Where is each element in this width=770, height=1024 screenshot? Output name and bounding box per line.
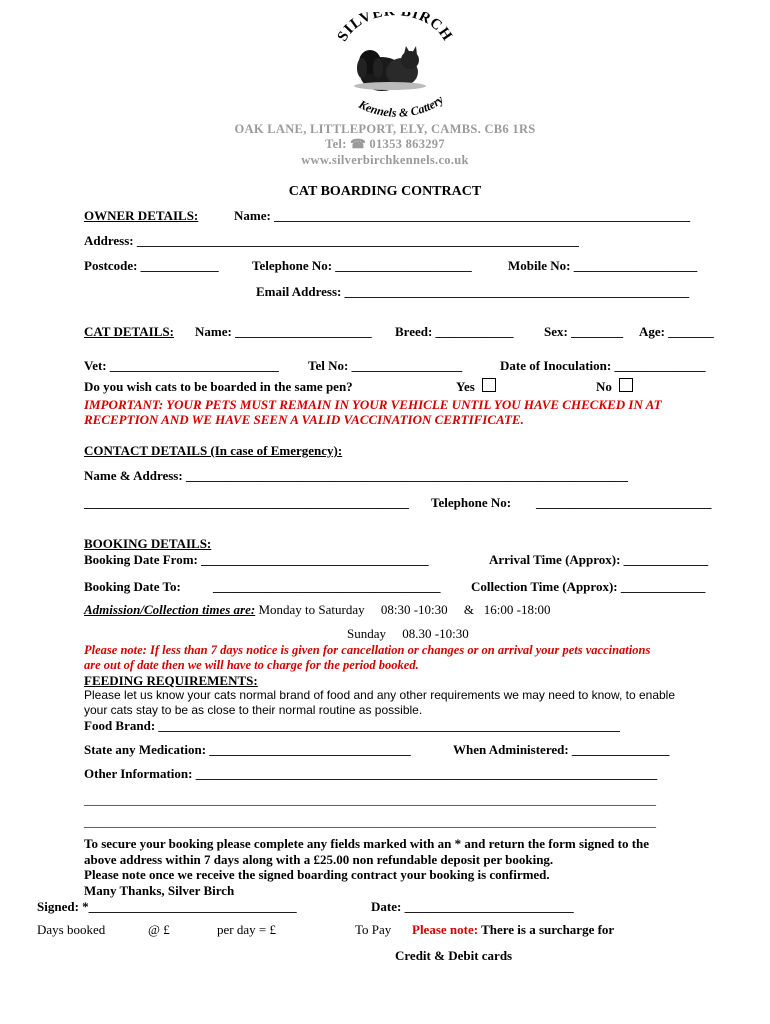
contact-telephone-label: Telephone No: <box>431 495 512 510</box>
booking-to-field[interactable]: ___________________________________ <box>213 579 441 594</box>
owner-postcode-field[interactable]: Postcode: ____________ <box>84 258 219 273</box>
contact-telephone-field[interactable]: ___________________________ <box>536 495 712 510</box>
feeding-heading: FEEDING REQUIREMENTS: <box>84 673 258 688</box>
feeding-text-2: your cats stay to be as close to their normal routine as possible. <box>84 703 423 717</box>
owner-telephone-field[interactable]: Telephone No: _____________________ <box>252 258 472 273</box>
contact-heading: CONTACT DETAILS (In case of Emergency): <box>84 443 343 458</box>
cat-heading: CAT DETAILS: <box>84 324 174 339</box>
cat-breed-field[interactable]: Breed: ____________ <box>395 324 514 339</box>
cat-name-field[interactable]: Name: _____________________ <box>195 324 372 339</box>
surcharge-text: There is a surcharge for <box>481 922 615 937</box>
collection-time-field[interactable]: Collection Time (Approx): _____________ <box>471 579 706 594</box>
signature-date-field[interactable]: Date: __________________________ <box>371 899 574 914</box>
phone-icon: ☎ <box>350 137 366 151</box>
admission-times-label: Admission/Collection times are: <box>84 602 256 617</box>
same-pen-no[interactable] <box>596 378 633 395</box>
inoculation-date-field[interactable]: Date of Inoculation: ______________ <box>500 358 706 373</box>
closing-line-3: Please note once we receive the signed boarding contract your booking is confirmed. <box>84 867 550 882</box>
vet-tel-field[interactable]: Tel No: _________________ <box>308 358 463 373</box>
address-line: OAK LANE, LITTLEPORT, ELY, CAMBS. CB6 1RS <box>234 122 536 136</box>
important-notice-2: RECEPTION AND WE HAVE SEEN A VALID VACCINATION CERTIFICATE. <box>84 412 524 427</box>
logo-brand-top: SILVE BIRCH <box>334 12 456 45</box>
no-label: No <box>596 379 612 394</box>
booking-from-field[interactable]: Booking Date From: ___________________________________ <box>84 552 429 567</box>
closing-line-1: To secure your booking please complete any fields marked with an * and return the form signed to the <box>84 836 650 851</box>
other-info-field[interactable]: Other Information: _______________________________________________________________________ <box>84 766 658 781</box>
arrival-time-field[interactable]: Arrival Time (Approx): _____________ <box>489 552 709 567</box>
telephone-line <box>0 137 770 151</box>
cat-age-field[interactable]: Age: _______ <box>639 324 714 339</box>
surcharge-notice <box>412 923 614 938</box>
closing-line-4: Many Thanks, Silver Birch <box>84 883 235 898</box>
vet-field[interactable]: Vet: __________________________ <box>84 358 279 373</box>
important-notice-1: IMPORTANT: YOUR PETS MUST REMAIN IN YOUR VEHICLE UNTIL YOU HAVE CHECKED IN AT <box>84 397 662 412</box>
no-checkbox[interactable] <box>619 378 633 392</box>
owner-address-field[interactable]: Address: ____________________________________________________________________ <box>84 233 579 248</box>
same-pen-yes[interactable] <box>456 378 496 395</box>
signature-field[interactable]: Signed: *________________________________ <box>37 899 297 914</box>
tel-label: Tel: <box>325 137 347 151</box>
contact-name-address-field[interactable]: Name & Address: ____________________________________________________________________ <box>84 468 628 483</box>
svg-text:Kennels & Cattery <box>356 92 447 120</box>
food-brand-field[interactable]: Food Brand: _______________________________________________________________________ <box>84 718 620 733</box>
at-pound-label: @ £ <box>148 922 170 937</box>
cancellation-notice-2: are out of date then we will have to charge for the period booked. <box>84 658 419 672</box>
cancellation-notice-1: Please note: If less than 7 days notice is given for cancellation or changes or on arrival your pets vaccinations <box>84 643 651 657</box>
yes-label: Yes <box>456 379 475 394</box>
weekday-times: Monday to Saturday 08:30 -10:30 & 16:00 -18:00 <box>258 602 551 617</box>
to-pay-label: To Pay <box>355 922 392 937</box>
tel-number: 01353 863297 <box>369 137 445 151</box>
owner-email-field[interactable]: Email Address: _____________________________________________________ <box>256 284 690 299</box>
other-info-line-2[interactable]: ________________________________________________________________________________________ <box>84 792 656 807</box>
yes-checkbox[interactable] <box>482 378 496 392</box>
logo-graphic <box>320 12 460 120</box>
credit-debit-cards: Credit & Debit cards <box>395 948 513 963</box>
kennels-logo <box>320 12 460 120</box>
contact-address-line2[interactable]: __________________________________________________ <box>84 495 409 510</box>
days-booked-label: Days booked <box>37 922 106 937</box>
medication-field[interactable]: State any Medication: _______________________________ <box>84 742 411 757</box>
feeding-text-1: Please let us know your cats normal brand of food and any other requirements we may need to know, to enable <box>84 688 676 702</box>
per-day-label: per day = £ <box>217 922 276 937</box>
admission-times-row <box>84 603 551 618</box>
owner-heading: OWNER DETAILS: <box>84 208 199 223</box>
owner-name-field[interactable]: Name: ________________________________________________________________ <box>234 208 691 223</box>
owner-mobile-field[interactable]: Mobile No: ___________________ <box>508 258 698 273</box>
booking-heading: BOOKING DETAILS: <box>84 536 212 551</box>
same-pen-question: Do you wish cats to be boarded in the same pen? <box>84 379 353 394</box>
logo-brand-bottom: Kennels & Cattery <box>356 92 447 120</box>
page-title: CAT BOARDING CONTRACT <box>288 184 482 199</box>
administered-field[interactable]: When Administered: _______________ <box>453 742 670 757</box>
website-line: www.silverbirchkennels.co.uk <box>301 153 469 167</box>
sunday-times: Sunday 08.30 -10:30 <box>347 626 469 641</box>
surcharge-please-note: Please note: <box>412 922 479 937</box>
closing-line-2: above address within 7 days along with a £25.00 non refundable deposit per booking. <box>84 852 554 867</box>
other-info-line-3[interactable]: ________________________________________________________________________________________ <box>84 814 656 829</box>
svg-text:SILVER BIRCH <box>335 12 456 44</box>
cat-sex-field[interactable]: Sex: ________ <box>544 324 624 339</box>
booking-to-label: Booking Date To: <box>84 579 181 594</box>
pets-silhouette <box>354 46 426 91</box>
